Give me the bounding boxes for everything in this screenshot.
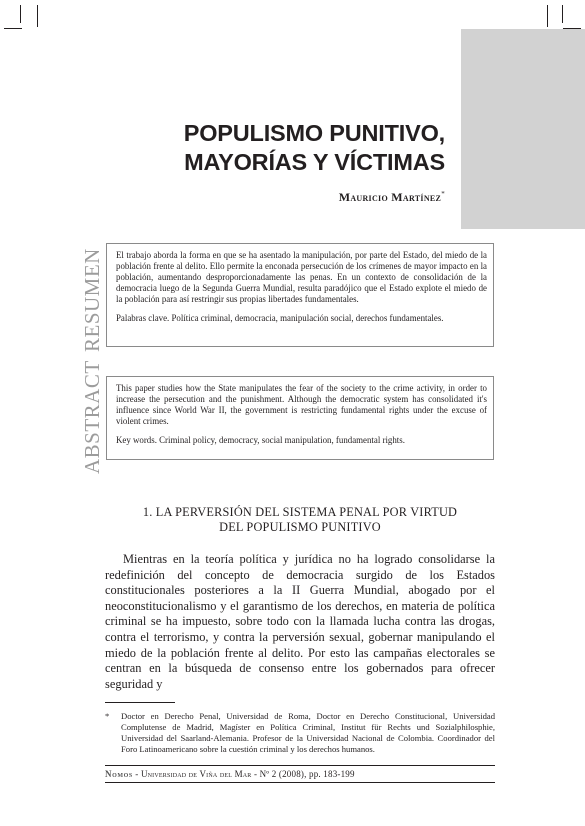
resumen-box (106, 243, 494, 347)
footer-rule-top (105, 765, 495, 766)
title-line-2: MAYORÍAS Y VÍCTIMAS (184, 149, 445, 175)
resumen-text: El trabajo aborda la forma en que se ha asentado la manipulación, por parte del Estado, del miedo de la población frente al delito. Ello permite la enconada persecución de los crímenes de mayor impacto en la población, aumentando desproporcionadamente las penas. En un contexto de consolidación de la democracia luego de la Segunda Guerra Mundial, resulta paradójico que el Estado explote el miedo de la población para así restringir sus propias libertades fundamentales. (116, 250, 487, 304)
abstract-keywords: Key words. Criminal policy, democracy, social manipulation, fundamental rights. (116, 435, 405, 445)
crop-mark-top-left-h (4, 28, 22, 29)
footnote-rule (105, 702, 175, 703)
section-heading (105, 505, 495, 535)
crop-mark-top-left-v (37, 5, 38, 27)
footer-rule-bottom (105, 782, 495, 783)
chapter-tab (461, 29, 585, 229)
footnote-text: Doctor en Derecho Penal, Universidad de Roma, Doctor en Derecho Constitucional, Universidad Complutense de Madrid, Magíster en Política Criminal, Institut für Rechts und Sozialphilosphie, Universidad del Saarland-Alemania. Profesor de la Universidad Nacional de Colombia. Coordinador del Foro Latinoamericano sobre la cuestión criminal y los derechos humanos. (121, 711, 495, 754)
author-name (339, 190, 445, 205)
crop-mark-top-right-v (547, 5, 548, 27)
author-footnote-mark[interactable]: * (441, 190, 445, 198)
footnote (105, 711, 495, 755)
institution-name: - Universidad de Viña del Mar (132, 769, 252, 779)
resumen-label-text: RESUMEN (80, 248, 104, 352)
crop-mark-top-left-v2 (20, 5, 21, 23)
section-heading-line-1: 1. LA PERVERSIÓN DEL SISTEMA PENAL POR VIRTUD (142, 505, 458, 519)
title-line-1: POPULISMO PUNITIVO, (183, 120, 445, 146)
running-footer (105, 769, 355, 779)
crop-mark-top-right-v2 (562, 5, 563, 23)
body-paragraph: Mientras en la teoría política y jurídica no ha logrado consolidarse la redefinición del concepto de democracia surgido de los Estados constitucionales posteriores a la II Guerra Mundial, abogado por el neoconstitucionalismo y el garantismo de los derechos, en materia de política criminal se ha impuesto, sobre todo con la llamada lucha contra las drogas, contra el terrorismo, y contra la perversión sexual, gobernar manipulando el miedo de la población frente al delito. Por esto las campañas electorales se centran en la búsqueda de consenso entre los gobernados para ofrecer seguridad y (105, 552, 495, 691)
author-text: Mauricio Martínez (338, 190, 442, 204)
abstract-box (106, 376, 494, 460)
resumen-keywords: Palabras clave. Política criminal, democracia, manipulación social, derechos fundamentales. (116, 313, 444, 323)
body-text (105, 552, 495, 692)
journal-name: Nomos (105, 769, 133, 779)
footnote-mark: * (105, 711, 110, 721)
abstract-text: This paper studies how the State manipulates the fear of the society to the crime activity, in order to increase the persecution and the punishment. Although the democratic system has consolidated it's influence since World War II, the government is restricting fundamental rights under the excuse of violent crimes. (116, 383, 487, 426)
issue-info: - Nº 2 (2008), pp. 183-199 (251, 769, 355, 779)
abstract-label-text: ABSTRACT (80, 360, 104, 474)
article-title (150, 119, 445, 177)
section-heading-line-2: DEL POPULISMO PUNITIVO (219, 520, 381, 534)
